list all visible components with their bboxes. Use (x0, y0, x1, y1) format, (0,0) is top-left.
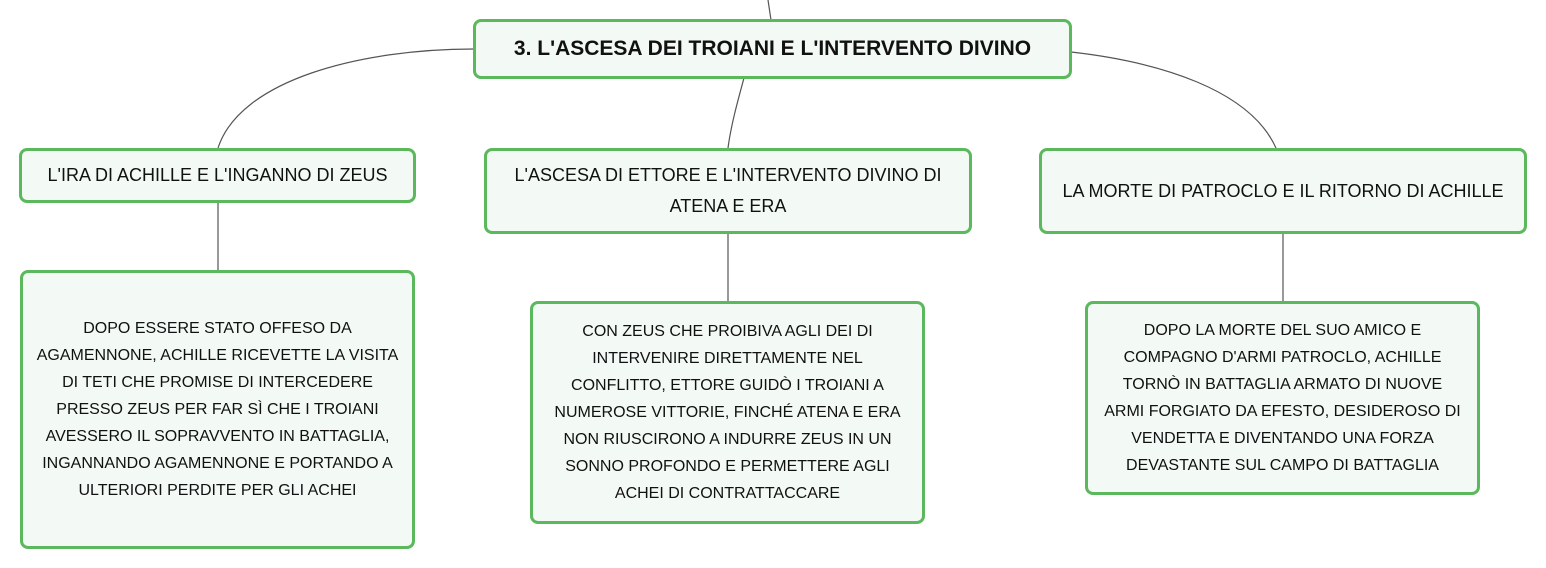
topic-label: L'ASCESA DI ETTORE E L'INTERVENTO DIVINO DI ATENA E ERA (514, 165, 942, 216)
detail-morte-di-patroclo[interactable] (1085, 301, 1480, 495)
central-topic[interactable] (473, 19, 1072, 79)
detail-ascesa-di-ettore[interactable] (530, 301, 925, 524)
connector-root-to-topic-1 (218, 49, 474, 148)
central-topic-label: 3. L'ASCESA DEI TROIANI E L'INTERVENTO DIVINO (513, 37, 1032, 60)
detail-ira-di-achille[interactable] (20, 270, 415, 549)
topic-label: L'IRA DI ACHILLE E L'INGANNO DI ZEUS (47, 165, 388, 185)
topic-morte-di-patroclo[interactable] (1039, 148, 1527, 234)
connector-parent-to-root (768, 0, 771, 20)
topic-ira-di-achille[interactable] (19, 148, 416, 203)
topic-ascesa-di-ettore[interactable] (484, 148, 972, 234)
detail-text: DOPO ESSERE STATO OFFESO DA AGAMENNONE, ACHILLE RICEVETTE LA VISITA DI TETI CHE PROMISE DI INTERCEDERE PRESSO ZEUS PER FAR SÌ CHE I TROIANI AVESSERO IL SOPRAVVENTO IN BATTAGLIA, INGANNANDO AGAMENNONE E PORTANDO A ULTERIORI PERDITE PER GLI ACHEI (36, 320, 399, 499)
topic-label: LA MORTE DI PATROCLO E IL RITORNO DI ACHILLE (1062, 180, 1504, 201)
connector-root-to-topic-3 (1071, 52, 1276, 148)
detail-text: DOPO LA MORTE DEL SUO AMICO E COMPAGNO D'ARMI PATROCLO, ACHILLE TORNÒ IN BATTAGLIA ARMATO DI NUOVE ARMI FORGIATO DA EFESTO, DESIDEROSO DI VENDETTA E DIVENTANDO UNA FORZA DEVASTANTE SUL CAMPO DI BATTAGLIA (1104, 322, 1461, 474)
detail-text: CON ZEUS CHE PROIBIVA AGLI DEI DI INTERVENIRE DIRETTAMENTE NEL CONFLITTO, ETTORE GUIDÒ I TROIANI A NUMEROSE VITTORIE, FINCHÉ ATENA E ERA NON RIUSCIRONO A INDURRE ZEUS IN UN SONNO PROFONDO E PERMETTERE AGLI ACHEI DI CONTRATTACCARE (554, 323, 901, 502)
connector-root-to-topic-2 (728, 78, 744, 148)
